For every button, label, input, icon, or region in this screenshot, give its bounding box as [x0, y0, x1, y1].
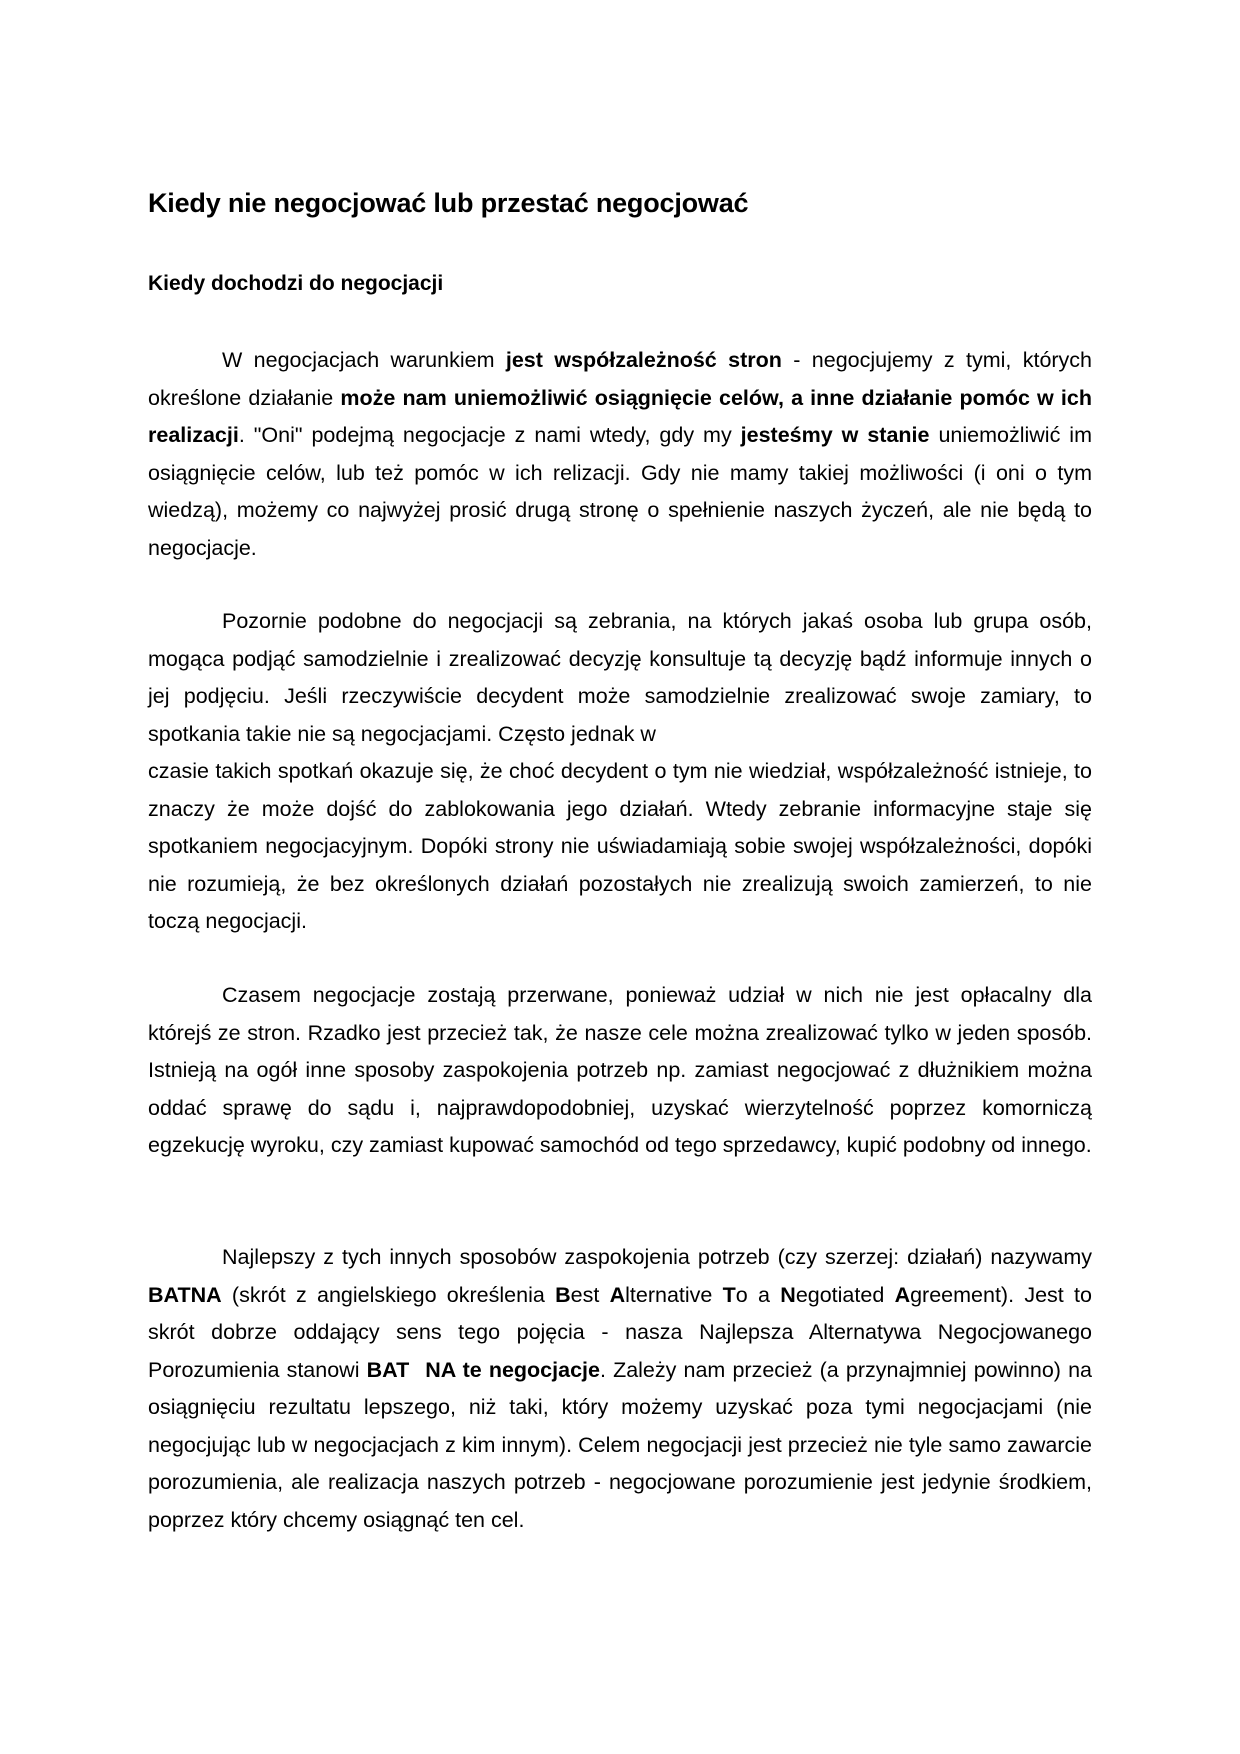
- text-run: . Zależy nam przecież (a przynajmniej powinno) na osiągnięciu rezultatu lepszego, niż taki, który możemy uzyskać poza tymi negocjacjami (nie negocjując lub w negocjacjach z kim innym). Celem negocjacji jest przecież nie tyle samo zawarcie porozumienia, ale realizacja naszych potrzeb - negocjowane porozumienie jest jedynie środkiem, poprzez który chcemy osiągnąć ten cel.: [148, 1357, 1092, 1532]
- paragraph-2: [148, 603, 1092, 941]
- bold-run: BAT: [366, 1357, 410, 1382]
- text-run: lternative: [625, 1282, 723, 1307]
- text-run: W negocjacjach warunkiem: [222, 348, 506, 372]
- section-heading: Kiedy dochodzi do negocjacji: [148, 272, 444, 295]
- text-run: Czasem negocjacje zostają przerwane, ponieważ udział w nich nie jest opłacalny dla którejś ze stron. Rzadko jest przecież tak, że nasze cele można zrealizować tylko w jeden sposób. Istnieją na ogół inne sposoby zaspokojenia potrzeb np. zamiast negocjować z dłużnikiem można oddać sprawę do sądu i, najprawdopodobniej, uzyskać wierzytelność poprzez komorniczą egzekucję wyroku, czy zamiast kupować samochód od tego sprzedawcy, kupić podobny od innego.: [148, 983, 1092, 1157]
- bold-run: N: [780, 1282, 796, 1307]
- text-run: greement). Jest to skrót dobrze oddający sens tego pojęcia - nasza Najlepsza Alternatywa Negocjowanego Porozumienia stanowi: [148, 1282, 1092, 1382]
- bold-run: może nam uniemożliwić osiągnięcie celów, a inne działanie pomóc w ich realizacji: [148, 385, 1092, 447]
- text-run: czasie takich spotkań okazuje się, że choć decydent o tym nie wiedział, współzależność istnieje, to znaczy że może dojść do zablokowania jego działań. Wtedy zebranie informacyjne staje się spotkaniem negocjacyjnym. Dopóki strony nie uświadamiają sobie swojej współzależności, dopóki nie rozumieją, że bez określonych działań pozostałych nie zrealizują swoich zamierzeń, to nie toczą negocjacji.: [148, 759, 1092, 933]
- text-run: (skrót z angielskiego określenia: [221, 1282, 556, 1307]
- batna-term: BATNA: [148, 1282, 222, 1307]
- text-run: Najlepszy z tych innych sposobów zaspokojenia potrzeb (czy szerzej: działań) nazywamy: [222, 1245, 1092, 1269]
- paragraph-1: [148, 342, 1092, 567]
- bold-run: B: [555, 1282, 571, 1307]
- text-run: . "Oni" podejmą negocjacje z nami wtedy, gdy my: [238, 423, 741, 447]
- text-run: o a: [735, 1282, 781, 1307]
- bold-run: jesteśmy w stanie: [740, 423, 930, 447]
- document-title: Kiedy nie negocjować lub przestać negocjować: [148, 188, 749, 218]
- bold-run: T: [722, 1282, 736, 1307]
- paragraph-4: [148, 1239, 1092, 1539]
- text-run: egotiated: [795, 1282, 895, 1307]
- bold-run: A: [609, 1282, 626, 1307]
- bold-run: A: [894, 1282, 911, 1307]
- text-run: est: [570, 1282, 610, 1307]
- text-run: - negocjujemy z tymi, których określone działanie: [148, 348, 1093, 410]
- paragraph-3: [148, 977, 1092, 1165]
- bold-run: NA te negocjacje: [425, 1357, 600, 1382]
- text-run: uniemożliwić im osiągnięcie celów, lub też pomóc w ich relizacji. Gdy nie mamy takiej możliwości (i oni o tym wiedzą), możemy co najwyżej prosić drugą stronę o spełnienie naszych życzeń, ale nie będą to negocjacje.: [148, 423, 1092, 560]
- bold-run: jest współzależność stron: [505, 348, 782, 372]
- text-run: Pozornie podobne do negocjacji są zebrania, na których jakaś osoba lub grupa osób, mogąca podjąć samodzielnie i zrealizować decyzję konsultuje tą decyzję bądź informuje innych o jej podjęciu. Jeśli rzeczywiście decydent może samodzielnie zrealizować swoje zamiary, to spotkania takie nie są negocjacjami. Często jednak w: [148, 609, 1092, 746]
